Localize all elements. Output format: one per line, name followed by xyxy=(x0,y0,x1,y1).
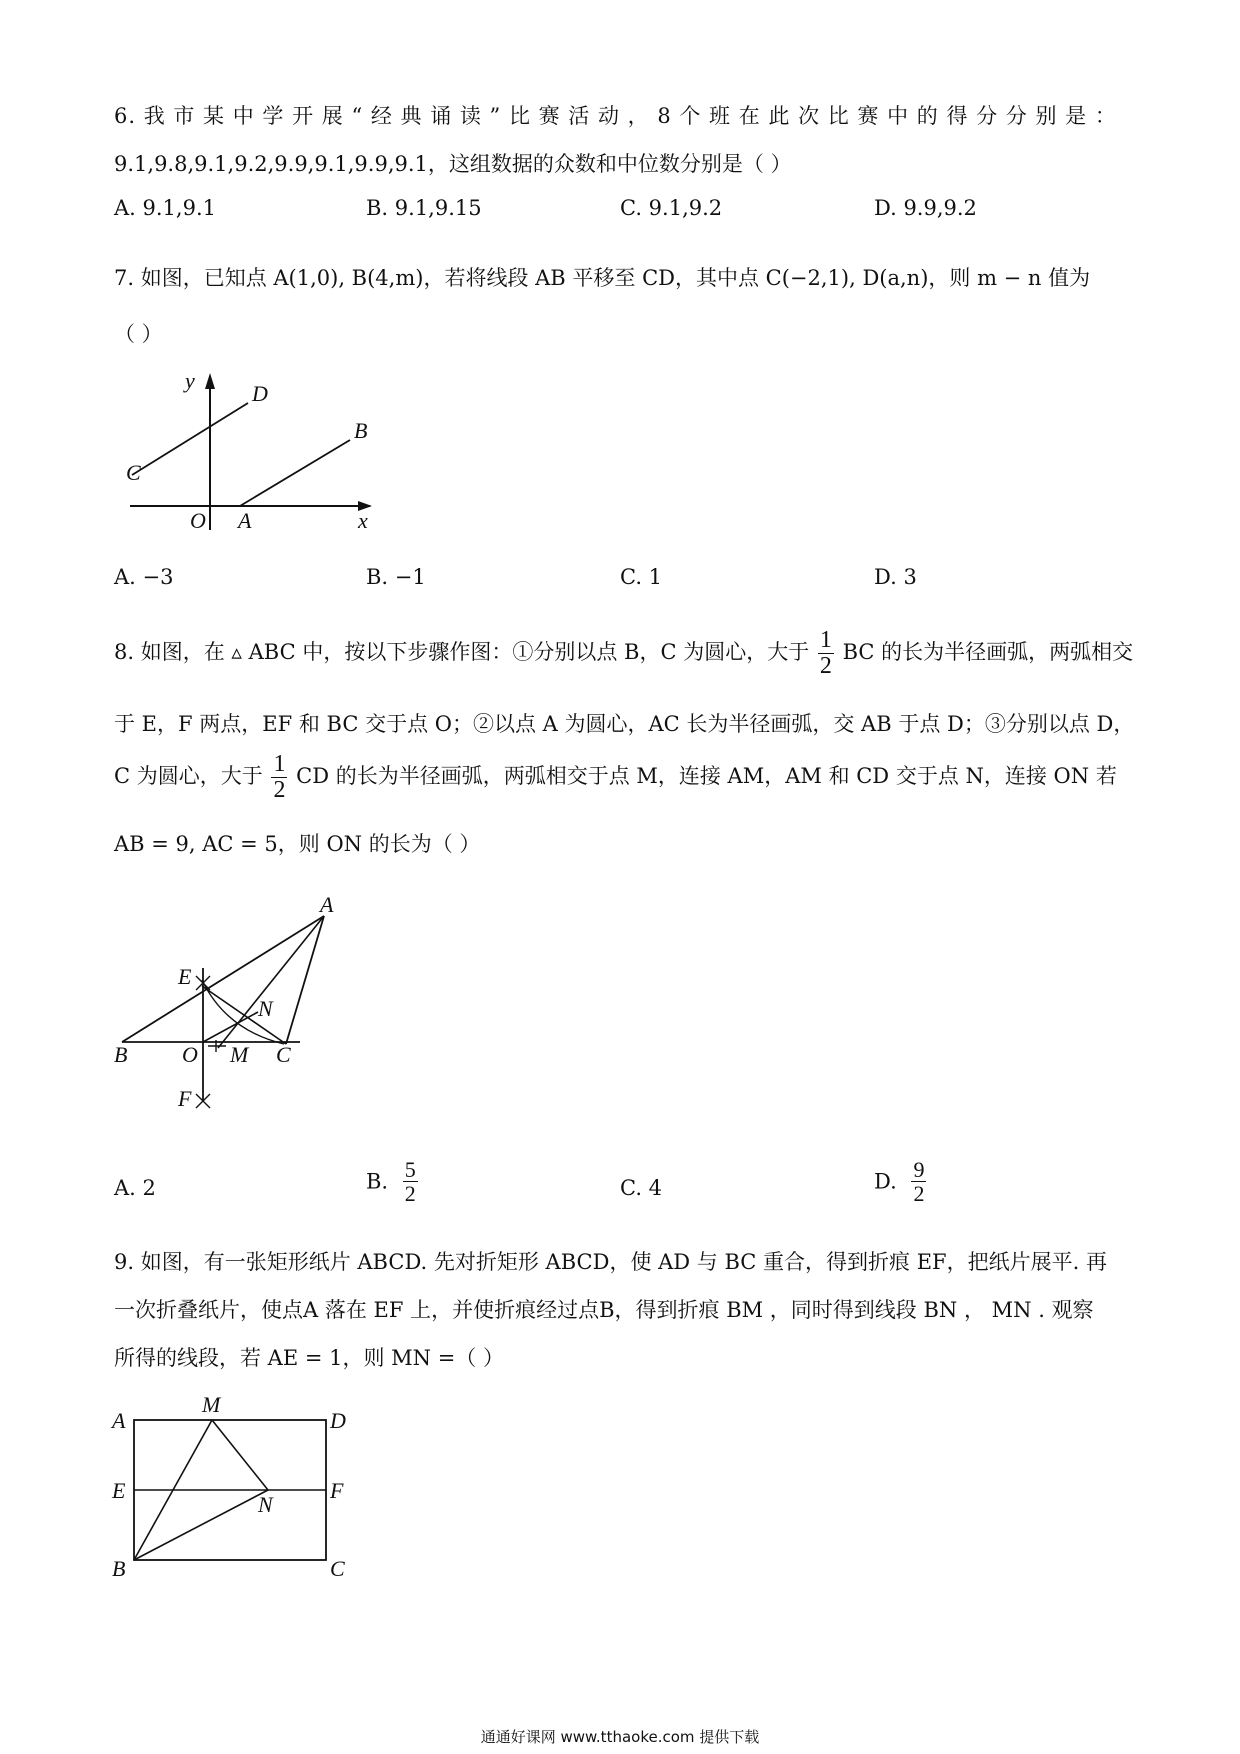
label-d: D xyxy=(330,1408,346,1433)
label-d: D xyxy=(252,381,268,406)
label-e: E xyxy=(112,1478,126,1503)
label-b: B xyxy=(114,1042,128,1067)
q8-line3-start: C 为圆心，大于 xyxy=(114,764,263,789)
label-a: A xyxy=(112,1408,126,1433)
half-fraction: $\frac{1}{2}$ xyxy=(819,627,832,680)
label-f: F xyxy=(178,1086,192,1111)
label-o: O xyxy=(190,508,206,533)
label-c: C xyxy=(126,460,141,485)
q8-line4: AB = 9, AC = 5，则 ON 的长为（ ） xyxy=(114,832,481,856)
label-y: y xyxy=(185,368,195,393)
q8-line1-middle: ABC 中，按以下步骤作图：①分别以点 B，C 为圆心，大于 xyxy=(248,640,810,665)
q7-option-a: A. −3 xyxy=(114,565,174,589)
segment-ab xyxy=(240,440,350,506)
label-o: O xyxy=(182,1042,198,1067)
q9-line1: 9. 如图，有一张矩形纸片 ABCD. 先对折矩形 ABCD，使 AD 与 BC 重合，得到折痕 EF，把纸片展平. 再 xyxy=(114,1250,1107,1274)
q6-line2: 9.1,9.8,9.1,9.2,9.9,9.1,9.9,9.1，这组数据的众数和中位数分别是（ ） xyxy=(114,152,792,176)
q8-line1-start: 8. 如图，在 xyxy=(114,640,225,665)
q8-line3-end: CD 的长为半径画弧，两弧相交于点 M，连接 AM，AM 和 CD 交于点 N，连接 ON 若 xyxy=(296,764,1117,789)
segment-on xyxy=(203,1012,258,1042)
q8-line1-end: BC 的长为半径画弧，两弧相交 xyxy=(842,640,1134,665)
q8-line3 xyxy=(114,752,1117,803)
fraction-five-halves: $\frac{5}{2}$ xyxy=(404,1157,416,1207)
q8-option-d: D. $\frac{9}{2}$ xyxy=(874,1157,925,1207)
label-n: N xyxy=(258,996,273,1021)
segment-mn xyxy=(212,1420,268,1490)
q7-coordinate-figure xyxy=(110,365,410,540)
q7-option-c: C. 1 xyxy=(620,565,663,589)
q6-option-b: B. 9.1,9.15 xyxy=(366,196,482,220)
q8-triangle-figure xyxy=(108,880,368,1120)
fraction-nine-halves: $\frac{9}{2}$ xyxy=(913,1157,925,1207)
segment-am xyxy=(218,916,324,1048)
y-axis-arrow xyxy=(205,373,215,389)
q9-line3: 所得的线段，若 AE = 1，则 MN =（ ） xyxy=(114,1346,504,1370)
q9-rectangle-figure xyxy=(108,1390,368,1590)
triangle-symbol: ▵ xyxy=(231,640,242,665)
half-fraction-2: $\frac{1}{2}$ xyxy=(273,751,286,804)
label-b: B xyxy=(112,1556,126,1581)
q7-option-d: D. 3 xyxy=(874,565,917,589)
q8-option-b: B. $\frac{5}{2}$ xyxy=(366,1157,416,1207)
q8-option-c: C. 4 xyxy=(620,1176,663,1200)
q7-line1: 7. 如图，已知点 A(1,0), B(4,m)，若将线段 AB 平移至 CD，其中点 C(−2,1), D(a,n)，则 m − n 值为 xyxy=(114,266,1091,290)
label-e: E xyxy=(178,964,192,989)
label-m: M xyxy=(230,1042,249,1067)
segment-cd xyxy=(132,403,248,475)
label-m: M xyxy=(202,1392,221,1417)
label-b: B xyxy=(354,418,368,443)
q8-line1 xyxy=(114,628,1133,679)
label-x: x xyxy=(358,508,368,533)
label-a: A xyxy=(238,508,252,533)
label-f: F xyxy=(330,1478,344,1503)
q6-line1: 6. 我 市 某 中 学 开 展 “ 经 典 诵 读 ” 比 赛 活 动 ， 8 个 班 在 此 次 比 赛 中 的 得 分 分 别 是 ： xyxy=(114,104,1117,128)
label-c: C xyxy=(276,1042,291,1067)
q8-line2: 于 E，F 两点，EF 和 BC 交于点 O；②以点 A 为圆心，AC 长为半径画弧，交 AB 于点 D；③分别以点 D， xyxy=(114,712,1135,736)
q6-option-d: D. 9.9,9.2 xyxy=(874,196,977,220)
segment-ab xyxy=(122,916,324,1042)
q6-option-c: C. 9.1,9.2 xyxy=(620,196,723,220)
q7-line2: （ ） xyxy=(114,322,163,346)
q6-option-a: A. 9.1,9.1 xyxy=(114,196,216,220)
page-footer: 通通好课网 www.tthaoke.com 提供下载 xyxy=(480,1728,760,1746)
q7-option-b: B. −1 xyxy=(366,565,426,589)
label-n: N xyxy=(258,1492,273,1517)
label-a: A xyxy=(320,892,334,917)
q8-option-a: A. 2 xyxy=(114,1176,156,1200)
label-c: C xyxy=(330,1556,345,1581)
q9-line2: 一次折叠纸片，使点A 落在 EF 上，并使折痕经过点B，得到折痕 BM ，同时得到线段 BN ， MN . 观察 xyxy=(114,1298,1094,1322)
